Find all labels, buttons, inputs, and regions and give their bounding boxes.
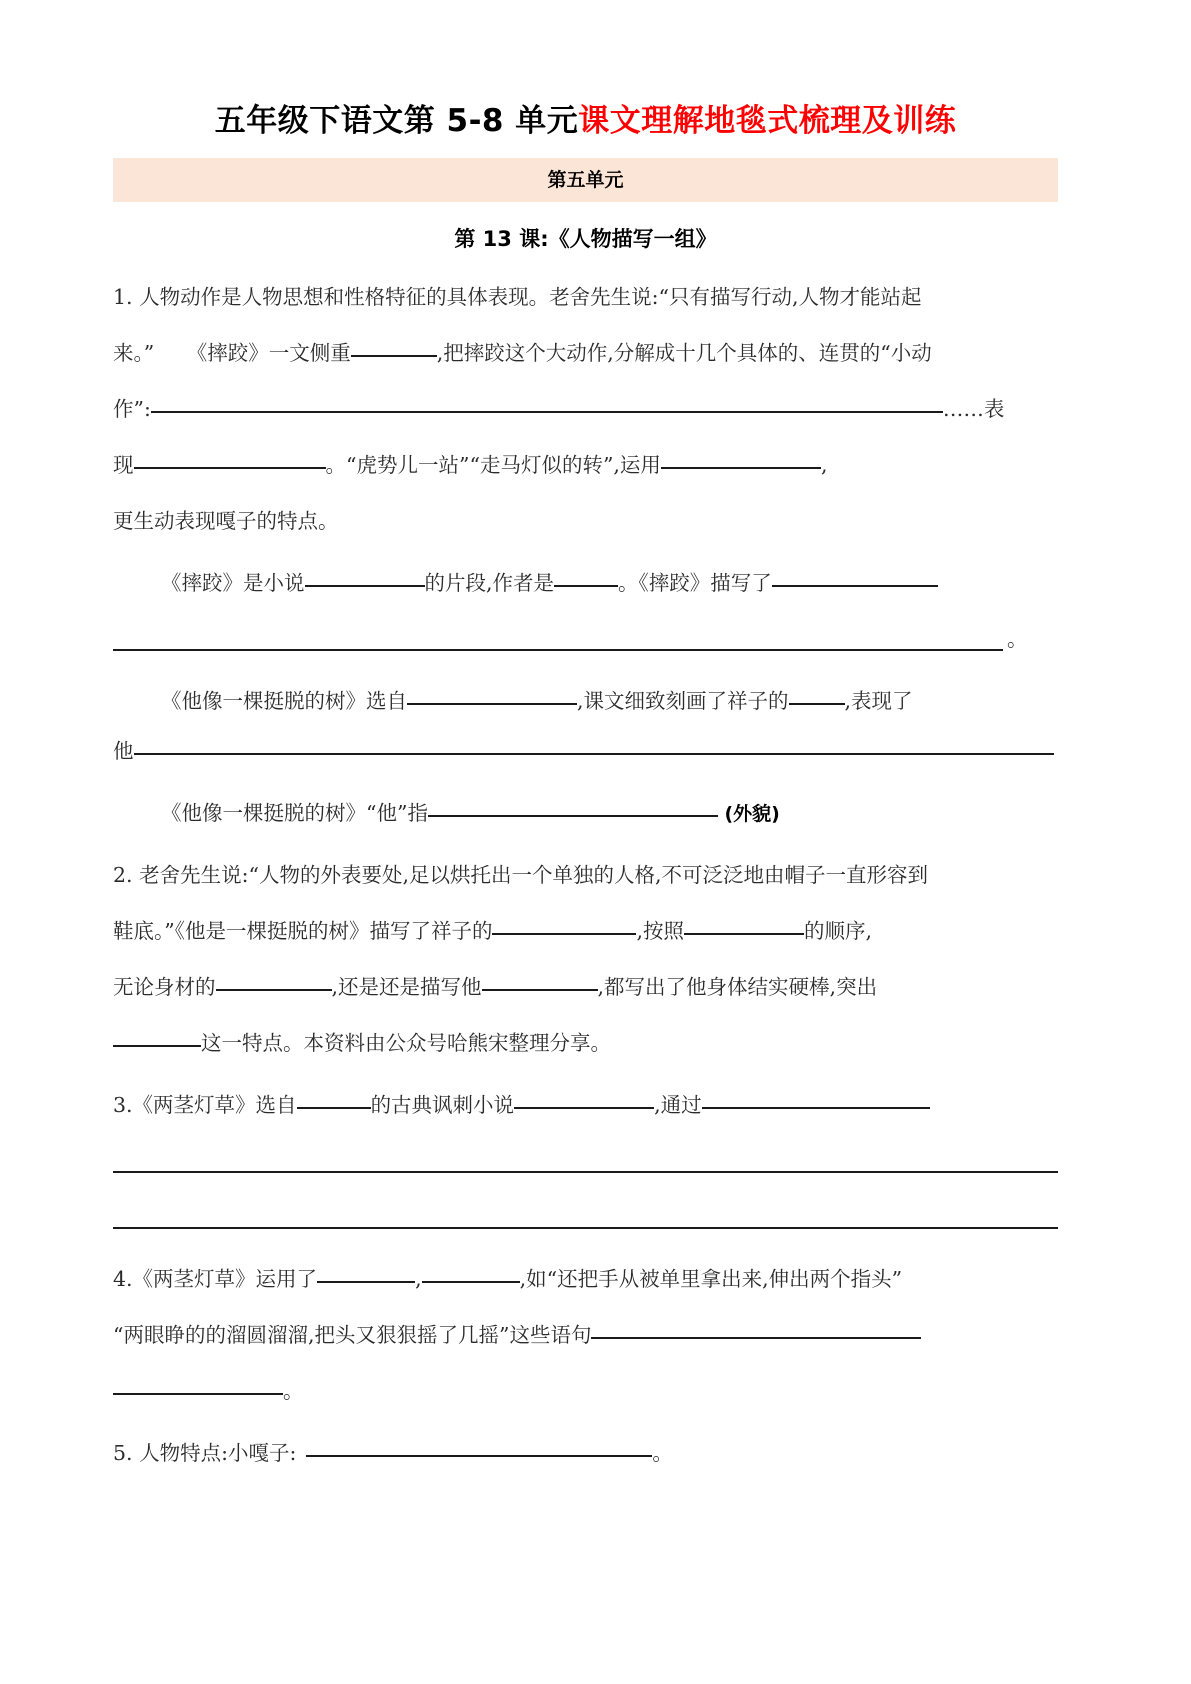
tree-line2 bbox=[113, 733, 1058, 769]
shuaijiao-text-c: 。《摔跤》描写了 bbox=[618, 570, 772, 595]
q2-blank-5[interactable] bbox=[113, 1026, 201, 1047]
q2-blank-1[interactable] bbox=[492, 914, 636, 935]
q1-line5 bbox=[113, 503, 1058, 539]
q4-line1-text-b: , bbox=[415, 1266, 422, 1291]
q3-line2 bbox=[113, 1143, 1058, 1179]
page-title-black: 五年级下语文第 5-8 单元 bbox=[214, 103, 579, 139]
q3-blank-1[interactable] bbox=[297, 1088, 371, 1109]
q5-line1 bbox=[113, 1435, 1058, 1471]
q4-blank-3[interactable] bbox=[591, 1318, 921, 1339]
tree-text-a: 《他像一棵挺脱的树》选自 bbox=[161, 688, 407, 713]
q3-line1-text-a: 3.《两茎灯草》选自 bbox=[113, 1092, 297, 1117]
shuaijiao-text-a: 《摔跤》是小说 bbox=[161, 570, 305, 595]
q5-line1-text-b: 。 bbox=[652, 1440, 673, 1465]
q1-line4-text-a: 现 bbox=[113, 452, 134, 477]
q1-line1-text: 1. 人物动作是人物思想和性格特征的具体表现。老舍先生说:“只有描写行动,人物才能站起 bbox=[113, 284, 922, 309]
q2-line3-text-b: ,还是还是描写他 bbox=[331, 974, 482, 999]
tree-text-c: ,表现了 bbox=[844, 688, 913, 713]
q2-line2-text-b: ,按照 bbox=[636, 918, 685, 943]
ta-refers-text: 《他像一棵挺脱的树》“他”指 bbox=[161, 800, 428, 825]
q3-line3 bbox=[113, 1199, 1058, 1235]
q4-line3-text: 。 bbox=[283, 1378, 304, 1403]
q3-line1 bbox=[113, 1087, 1058, 1123]
ta-refers-line bbox=[113, 795, 1058, 831]
q1-line4-text-c: , bbox=[820, 452, 828, 477]
page-title bbox=[113, 102, 1058, 141]
q4-line1-text-c: ,如“还把手从被单里拿出来,伸出两个指头” bbox=[519, 1266, 903, 1291]
tree-line1 bbox=[113, 683, 1058, 719]
q4-line1-text-a: 4.《两茎灯草》运用了 bbox=[113, 1266, 318, 1291]
page-title-red: 课文理解地毯式梳理及训练 bbox=[578, 103, 957, 139]
shuaijiao-blank-3[interactable] bbox=[772, 566, 938, 587]
q1-line1 bbox=[113, 279, 1058, 315]
q1-line3-text-b: ……表 bbox=[942, 396, 1005, 421]
q2-line3-text-c: ,都写出了他身体结实硬棒,突出 bbox=[597, 974, 878, 999]
q3-line1-text-c: ,通过 bbox=[654, 1092, 702, 1117]
q2-line1 bbox=[113, 857, 1058, 893]
q2-line1-text: 2. 老舍先生说:“人物的外表要处,足以烘托出一个单独的人格,不可泛泛地由帽子一直形容到 bbox=[113, 862, 928, 887]
q1-line2-text-a: 来。” bbox=[113, 340, 155, 365]
shuaijiao-blank-1[interactable] bbox=[305, 566, 425, 587]
q3-blank-3[interactable] bbox=[702, 1088, 930, 1109]
ta-refers-blank[interactable] bbox=[428, 796, 718, 817]
q1-blank-1[interactable] bbox=[351, 336, 437, 357]
shuaijiao-blank-4[interactable] bbox=[113, 649, 1003, 651]
q2-line2-text-a: 鞋底。”《他是一棵挺脱的树》描写了祥子的 bbox=[113, 918, 493, 943]
q3-blank-5[interactable] bbox=[113, 1227, 1058, 1229]
q2-line3 bbox=[113, 969, 1058, 1005]
q2-line2 bbox=[113, 913, 1058, 949]
q2-line2-text-c: 的顺序, bbox=[804, 918, 873, 943]
q5-blank-1[interactable] bbox=[306, 1436, 652, 1457]
q4-line2-text-a: “两眼睁的的溜圆溜溜,把头又狠狠摇了几摇”这些语句 bbox=[113, 1322, 592, 1347]
ta-refers-note: (外貌) bbox=[724, 802, 780, 825]
q1-blank-4[interactable] bbox=[661, 448, 821, 469]
page-content bbox=[113, 0, 1058, 1471]
q1-line2-text-c: ,把摔跤这个大动作,分解成十几个具体的、连贯的“小动 bbox=[436, 340, 932, 365]
q1-blank-3[interactable] bbox=[134, 448, 326, 469]
shuaijiao-line1 bbox=[113, 565, 1058, 601]
q4-line1 bbox=[113, 1261, 1058, 1297]
shuaijiao-period: 。 bbox=[1007, 626, 1028, 651]
q4-blank-4[interactable] bbox=[113, 1374, 283, 1395]
q1-line2-text-b: 《摔跤》一文侧重 bbox=[186, 340, 351, 365]
q1-line5-text: 更生动表现嘎子的特点。 bbox=[113, 508, 339, 533]
lesson-heading: 第 13 课:《人物描写一组》 bbox=[454, 226, 717, 251]
tree-blank-1[interactable] bbox=[407, 684, 577, 705]
q2-blank-3[interactable] bbox=[216, 970, 332, 991]
tree-text-d: 他 bbox=[113, 738, 134, 763]
q2-blank-4[interactable] bbox=[482, 970, 598, 991]
q2-line4-text: 这一特点。本资料由公众号哈熊宋整理分享。 bbox=[201, 1030, 611, 1055]
q1-line3 bbox=[113, 391, 1058, 427]
q3-blank-2[interactable] bbox=[514, 1088, 654, 1109]
q3-blank-4[interactable] bbox=[113, 1171, 1058, 1173]
q4-line3 bbox=[113, 1373, 1058, 1409]
q1-line4-text-b: 。“虎势儿一站”“走马灯似的转”,运用 bbox=[325, 452, 661, 477]
q2-line4 bbox=[113, 1025, 1058, 1061]
q4-blank-1[interactable] bbox=[317, 1262, 415, 1283]
q2-line3-text-a: 无论身材的 bbox=[113, 974, 216, 999]
unit-banner: 第五单元 bbox=[113, 158, 1058, 202]
q1-line4 bbox=[113, 447, 1058, 483]
shuaijiao-text-b: 的片段,作者是 bbox=[424, 570, 555, 595]
tree-blank-2[interactable] bbox=[789, 684, 845, 705]
q1-line2 bbox=[113, 335, 1058, 371]
q1-blank-2[interactable] bbox=[151, 392, 943, 413]
q4-blank-2[interactable] bbox=[422, 1262, 520, 1283]
q1-line3-text-a: 作”: bbox=[113, 396, 151, 421]
shuaijiao-line2 bbox=[113, 621, 1058, 657]
q4-line2 bbox=[113, 1317, 1058, 1353]
tree-text-b: ,课文细致刻画了祥子的 bbox=[577, 688, 789, 713]
shuaijiao-blank-2[interactable] bbox=[554, 566, 618, 587]
q2-blank-2[interactable] bbox=[684, 914, 804, 935]
q3-line1-text-b: 的古典讽刺小说 bbox=[370, 1092, 515, 1117]
tree-blank-3[interactable] bbox=[134, 734, 1054, 755]
q5-line1-text-a: 5. 人物特点:小嘎子: bbox=[113, 1440, 297, 1465]
